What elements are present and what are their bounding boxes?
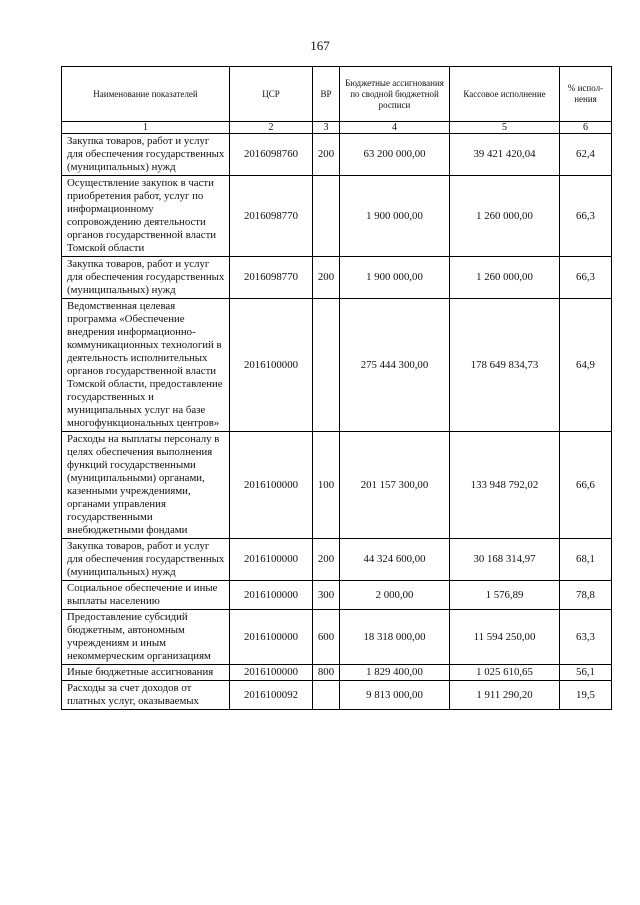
row-cash-execution: 30 168 314,97 — [450, 539, 560, 581]
row-csr: 2016098760 — [230, 134, 313, 176]
table-row — [62, 581, 612, 610]
row-name: Осуществление закупок в части приобретения работ, услуг по информационному сопровождению деятельности органов государственной власти Томской области — [62, 176, 230, 257]
row-name: Закупка товаров, работ и услуг для обеспечения государственных (муниципальных) нужд — [62, 257, 230, 299]
row-allocation: 18 318 000,00 — [340, 610, 450, 665]
row-percent: 66,3 — [560, 257, 612, 299]
row-percent: 78,8 — [560, 581, 612, 610]
row-allocation: 1 829 400,00 — [340, 665, 450, 681]
row-cash-execution: 1 025 610,65 — [450, 665, 560, 681]
row-csr: 2016098770 — [230, 257, 313, 299]
row-csr: 2016100000 — [230, 610, 313, 665]
row-percent: 66,3 — [560, 176, 612, 257]
row-csr: 2016100000 — [230, 665, 313, 681]
row-cash-execution: 1 576,89 — [450, 581, 560, 610]
header-csr: ЦСР — [230, 67, 313, 122]
row-vr: 800 — [313, 665, 340, 681]
table-row — [62, 539, 612, 581]
row-percent: 68,1 — [560, 539, 612, 581]
row-csr: 2016100000 — [230, 581, 313, 610]
table-body — [62, 134, 612, 710]
row-name: Предоставление субсидий бюджетным, автономным учреждениям и иным некоммерческим организациям — [62, 610, 230, 665]
row-cash-execution: 1 260 000,00 — [450, 257, 560, 299]
row-vr: 200 — [313, 257, 340, 299]
page-number: 167 — [310, 38, 330, 53]
row-csr: 2016100000 — [230, 432, 313, 539]
row-name: Расходы за счет доходов от платных услуг, оказываемых — [62, 681, 230, 710]
header-cash-execution: Кассовое исполнение — [450, 67, 560, 122]
row-percent: 63,3 — [560, 610, 612, 665]
row-allocation: 9 813 000,00 — [340, 681, 450, 710]
table-row — [62, 432, 612, 539]
row-vr: 600 — [313, 610, 340, 665]
table-row — [62, 134, 612, 176]
header-row — [62, 67, 612, 122]
row-cash-execution: 11 594 250,00 — [450, 610, 560, 665]
row-allocation: 1 900 000,00 — [340, 176, 450, 257]
row-allocation: 63 200 000,00 — [340, 134, 450, 176]
column-number: 4 — [340, 122, 450, 134]
row-vr: 200 — [313, 134, 340, 176]
row-allocation: 275 444 300,00 — [340, 299, 450, 432]
row-csr: 2016100092 — [230, 681, 313, 710]
table-row — [62, 610, 612, 665]
row-vr — [313, 299, 340, 432]
table-row — [62, 681, 612, 710]
row-percent: 19,5 — [560, 681, 612, 710]
column-number-row — [62, 122, 612, 134]
row-name: Закупка товаров, работ и услуг для обеспечения государственных (муниципальных) нужд — [62, 539, 230, 581]
row-csr: 2016098770 — [230, 176, 313, 257]
row-cash-execution: 178 649 834,73 — [450, 299, 560, 432]
budget-table — [61, 66, 612, 710]
row-allocation: 1 900 000,00 — [340, 257, 450, 299]
table-row — [62, 665, 612, 681]
table-row — [62, 176, 612, 257]
column-number: 5 — [450, 122, 560, 134]
row-csr: 2016100000 — [230, 299, 313, 432]
row-name: Социальное обеспечение и иные выплаты населению — [62, 581, 230, 610]
header-allocations: Бюджетные ассигнования по сводной бюджетной росписи — [340, 67, 450, 122]
row-percent: 56,1 — [560, 665, 612, 681]
row-cash-execution: 133 948 792,02 — [450, 432, 560, 539]
header-percent: % испол-нения — [560, 67, 612, 122]
row-name: Иные бюджетные ассигнования — [62, 665, 230, 681]
row-allocation: 44 324 600,00 — [340, 539, 450, 581]
row-name: Закупка товаров, работ и услуг для обеспечения государственных (муниципальных) нужд — [62, 134, 230, 176]
row-cash-execution: 39 421 420,04 — [450, 134, 560, 176]
row-allocation: 201 157 300,00 — [340, 432, 450, 539]
row-cash-execution: 1 911 290,20 — [450, 681, 560, 710]
row-csr: 2016100000 — [230, 539, 313, 581]
column-number: 1 — [62, 122, 230, 134]
column-number: 2 — [230, 122, 313, 134]
row-percent: 64,9 — [560, 299, 612, 432]
row-percent: 62,4 — [560, 134, 612, 176]
row-name: Расходы на выплаты персоналу в целях обеспечения выполнения функций государственными (муниципальными) органами, казенными учреждениями, органами управления государственными внебюджетными фондами — [62, 432, 230, 539]
row-allocation: 2 000,00 — [340, 581, 450, 610]
column-number: 3 — [313, 122, 340, 134]
row-name: Ведомственная целевая программа «Обеспечение внедрения информационно-коммуникационных технологий в деятельность исполнительных органов государственной власти Томской области, предоставление государственных и муниципальных услуг на базе многофункциональных центров» — [62, 299, 230, 432]
row-vr — [313, 681, 340, 710]
row-vr — [313, 176, 340, 257]
table-row — [62, 299, 612, 432]
row-vr: 100 — [313, 432, 340, 539]
table-row — [62, 257, 612, 299]
column-number: 6 — [560, 122, 612, 134]
header-vr: ВР — [313, 67, 340, 122]
row-cash-execution: 1 260 000,00 — [450, 176, 560, 257]
row-percent: 66,6 — [560, 432, 612, 539]
header-name: Наименование показателей — [62, 67, 230, 122]
row-vr: 300 — [313, 581, 340, 610]
row-vr: 200 — [313, 539, 340, 581]
